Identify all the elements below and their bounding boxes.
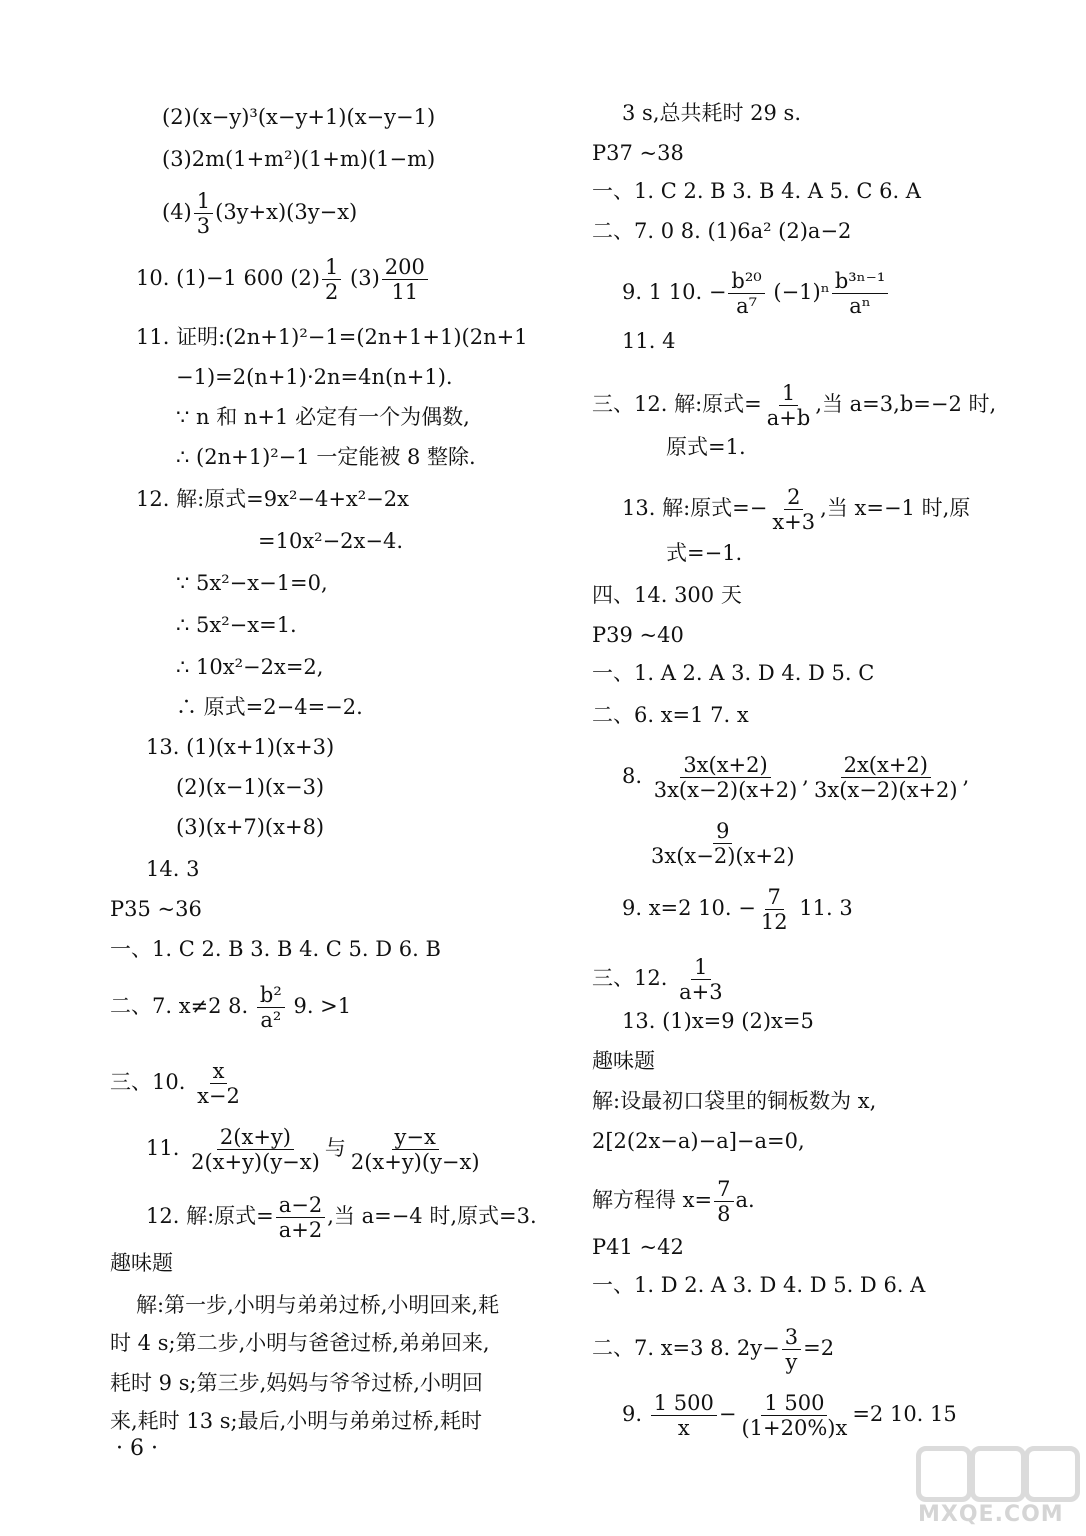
watermark-logo: [916, 1446, 1076, 1526]
answer-line: 一、1. A 2. A 3. D 4. D 5. C: [592, 661, 875, 685]
answer-line: 11. $\frac{2(x+y)}{2(x+y)(y-x)}$ 与 $\frac{y-x}{2(x+y)(y-x)}$: [146, 1125, 480, 1174]
answer-line: 12. 解:原式=9x²−4+x²−2x: [136, 487, 409, 511]
answer-line: ∵ 5x²−x−1=0,: [176, 571, 328, 595]
answer-line: 8. $\frac{3x(x+2)}{3x(x-2)(x+2)}$ , $\frac{2x(x+2)}{3x(x-2)(x+2)}$ ,: [622, 753, 970, 802]
watermark-box-icon: [970, 1446, 1026, 1502]
answer-line: 11. 4: [622, 329, 676, 353]
answer-line: 一、1. C 2. B 3. B 4. C 5. D 6. B: [110, 937, 441, 961]
answer-line: 三、10. $\frac{x}{x-2}$: [110, 1059, 240, 1108]
page-number: · 6 ·: [116, 1436, 158, 1461]
answer-line: ∴ (2n+1)²−1 一定能被 8 整除.: [176, 445, 476, 469]
answer-line: 12. 解:原式= $\frac{a-2}{a+2}$ ,当 a=−4 时,原式=3.: [146, 1193, 537, 1242]
answer-line: 三、12. $\frac{1}{a+3}$: [592, 955, 723, 1004]
answer-line: 解:设最初口袋里的铜板数为 x,: [592, 1089, 877, 1113]
answer-line: (2)(x−y)³(x−y+1)(x−y−1): [162, 105, 436, 129]
answer-line: 13. (1)x=9 (2)x=5: [622, 1009, 814, 1033]
answer-line: 9. x=2 10. − $\frac{7}{12}$ 11. 3: [622, 885, 853, 934]
section-header: P37 ~38: [592, 141, 684, 165]
answer-line: 二、6. x=1 7. x: [592, 703, 749, 727]
watermark-box-icon: [916, 1446, 972, 1502]
answer-line: 来,耗时 13 s;最后,小明与弟弟过桥,耗时: [110, 1409, 482, 1433]
answer-line: 9. 1 10. − $\frac{\text{b²⁰}}{\text{a⁷}}$ (−1)ⁿ $\frac{\text{b³ⁿ⁻¹}}{\text{aⁿ}}$: [622, 270, 890, 317]
answer-line: 3 s,总共耗时 29 s.: [622, 101, 802, 125]
answer-line: 2[2(2x−a)−a]−a=0,: [592, 1129, 805, 1153]
answer-line: (3)(x+7)(x+8): [176, 815, 325, 839]
section-header: 趣味题: [592, 1049, 655, 1073]
answer-line: 9. $\frac{1 500}{x}$ − $\frac{1 500}{(1+20\%)x}$ =2 10. 15: [622, 1391, 957, 1440]
section-header: P41 ~42: [592, 1235, 684, 1259]
answer-line: ∴ 原式=2−4=−2.: [176, 695, 363, 719]
answer-line: ∴ 5x²−x=1.: [176, 613, 297, 637]
answer-line: 时 4 s;第二步,小明与爸爸过桥,弟弟回来,: [110, 1331, 490, 1355]
answer-line: 二、7. x≠2 8. $\frac{\text{b²}}{\text{a²}}$ 9. >1: [110, 983, 352, 1032]
answer-line: 13. (1)(x+1)(x+3): [146, 735, 335, 759]
answer-line: 式=−1.: [666, 541, 743, 565]
answer-line: =10x²−2x−4.: [258, 529, 404, 553]
section-header: 趣味题: [110, 1251, 173, 1275]
answer-line: 一、1. D 2. A 3. D 4. D 5. D 6. A: [592, 1273, 926, 1297]
answer-line: ∴ 10x²−2x=2,: [176, 655, 324, 679]
answer-line: 原式=1.: [666, 435, 746, 459]
answer-line: 三、12. 解:原式= $\frac{1}{a+b}$ ,当 a=3,b=−2 时,: [592, 381, 997, 430]
watermark-url: MXQE.COM: [918, 1502, 1064, 1527]
answer-line: ∵ n 和 n+1 必定有一个为偶数,: [176, 405, 470, 429]
watermark-box-icon: [1024, 1446, 1080, 1502]
answer-line: (3)2m(1+m²)(1+m)(1−m): [162, 147, 436, 171]
answer-line: $\frac{9}{3x(x-2)(x+2)}$: [651, 819, 795, 868]
answer-line: 二、7. 0 8. (1)6a² (2)a−2: [592, 219, 852, 243]
answer-line: 14. 3: [146, 857, 200, 881]
answer-line: (4) $\frac{1}{3}$ (3y+x)(3y−x): [162, 189, 358, 238]
answer-line: 13. 解:原式=− $\frac{2}{x+3}$ ,当 x=−1 时,原: [622, 485, 971, 534]
answer-line: 解方程得 x= $\frac{7}{8}$ a.: [592, 1177, 755, 1226]
answer-line: 一、1. C 2. B 3. B 4. A 5. C 6. A: [592, 179, 921, 203]
answer-line: 解:第一步,小明与弟弟过桥,小明回来,耗: [136, 1293, 500, 1317]
answer-line: 10. (1)−1 600 (2) $\frac{1}{2}$ (3) $\frac{200}{11}$: [136, 256, 430, 303]
answer-line: (2)(x−1)(x−3): [176, 775, 325, 799]
answer-line: 二、7. x=3 8. 2y− $\frac{3}{y}$ =2: [592, 1325, 835, 1374]
answer-line: 四、14. 300 天: [592, 583, 742, 607]
section-header: P35 ~36: [110, 897, 202, 921]
answer-line: 耗时 9 s;第三步,妈妈与爷爷过桥,小明回: [110, 1371, 483, 1395]
answer-line: 11. 证明:(2n+1)²−1=(2n+1+1)(2n+1: [136, 325, 528, 349]
answer-line: −1)=2(n+1)·2n=4n(n+1).: [176, 365, 453, 389]
section-header: P39 ~40: [592, 623, 684, 647]
